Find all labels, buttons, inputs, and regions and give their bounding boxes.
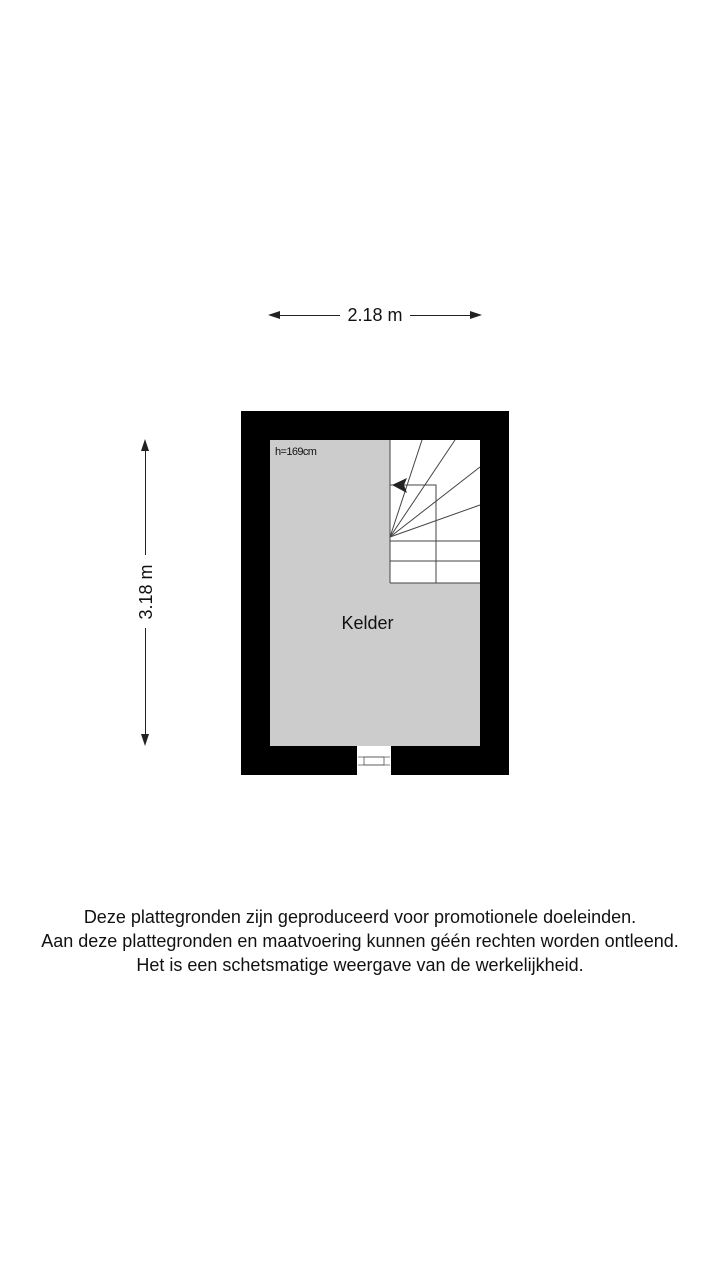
disclaimer-line: Deze plattegronden zijn geproduceerd voor promotionele doeleinden. bbox=[83, 907, 637, 927]
disclaimer-line: Het is een schetsmatige weergave van de werkelijkheid. bbox=[136, 955, 584, 975]
ceiling-height-label: h=169cm bbox=[275, 446, 317, 458]
door-opening bbox=[357, 746, 391, 775]
height-dimension-label: 3.18 m bbox=[136, 564, 156, 620]
disclaimer bbox=[0, 905, 720, 977]
room-label-kelder: Kelder bbox=[341, 613, 394, 633]
width-dimension-label: 2.18 m bbox=[347, 305, 403, 325]
staircase bbox=[390, 440, 480, 583]
disclaimer-line: Aan deze plattegronden en maatvoering kunnen géén rechten worden ontleend. bbox=[41, 931, 679, 951]
